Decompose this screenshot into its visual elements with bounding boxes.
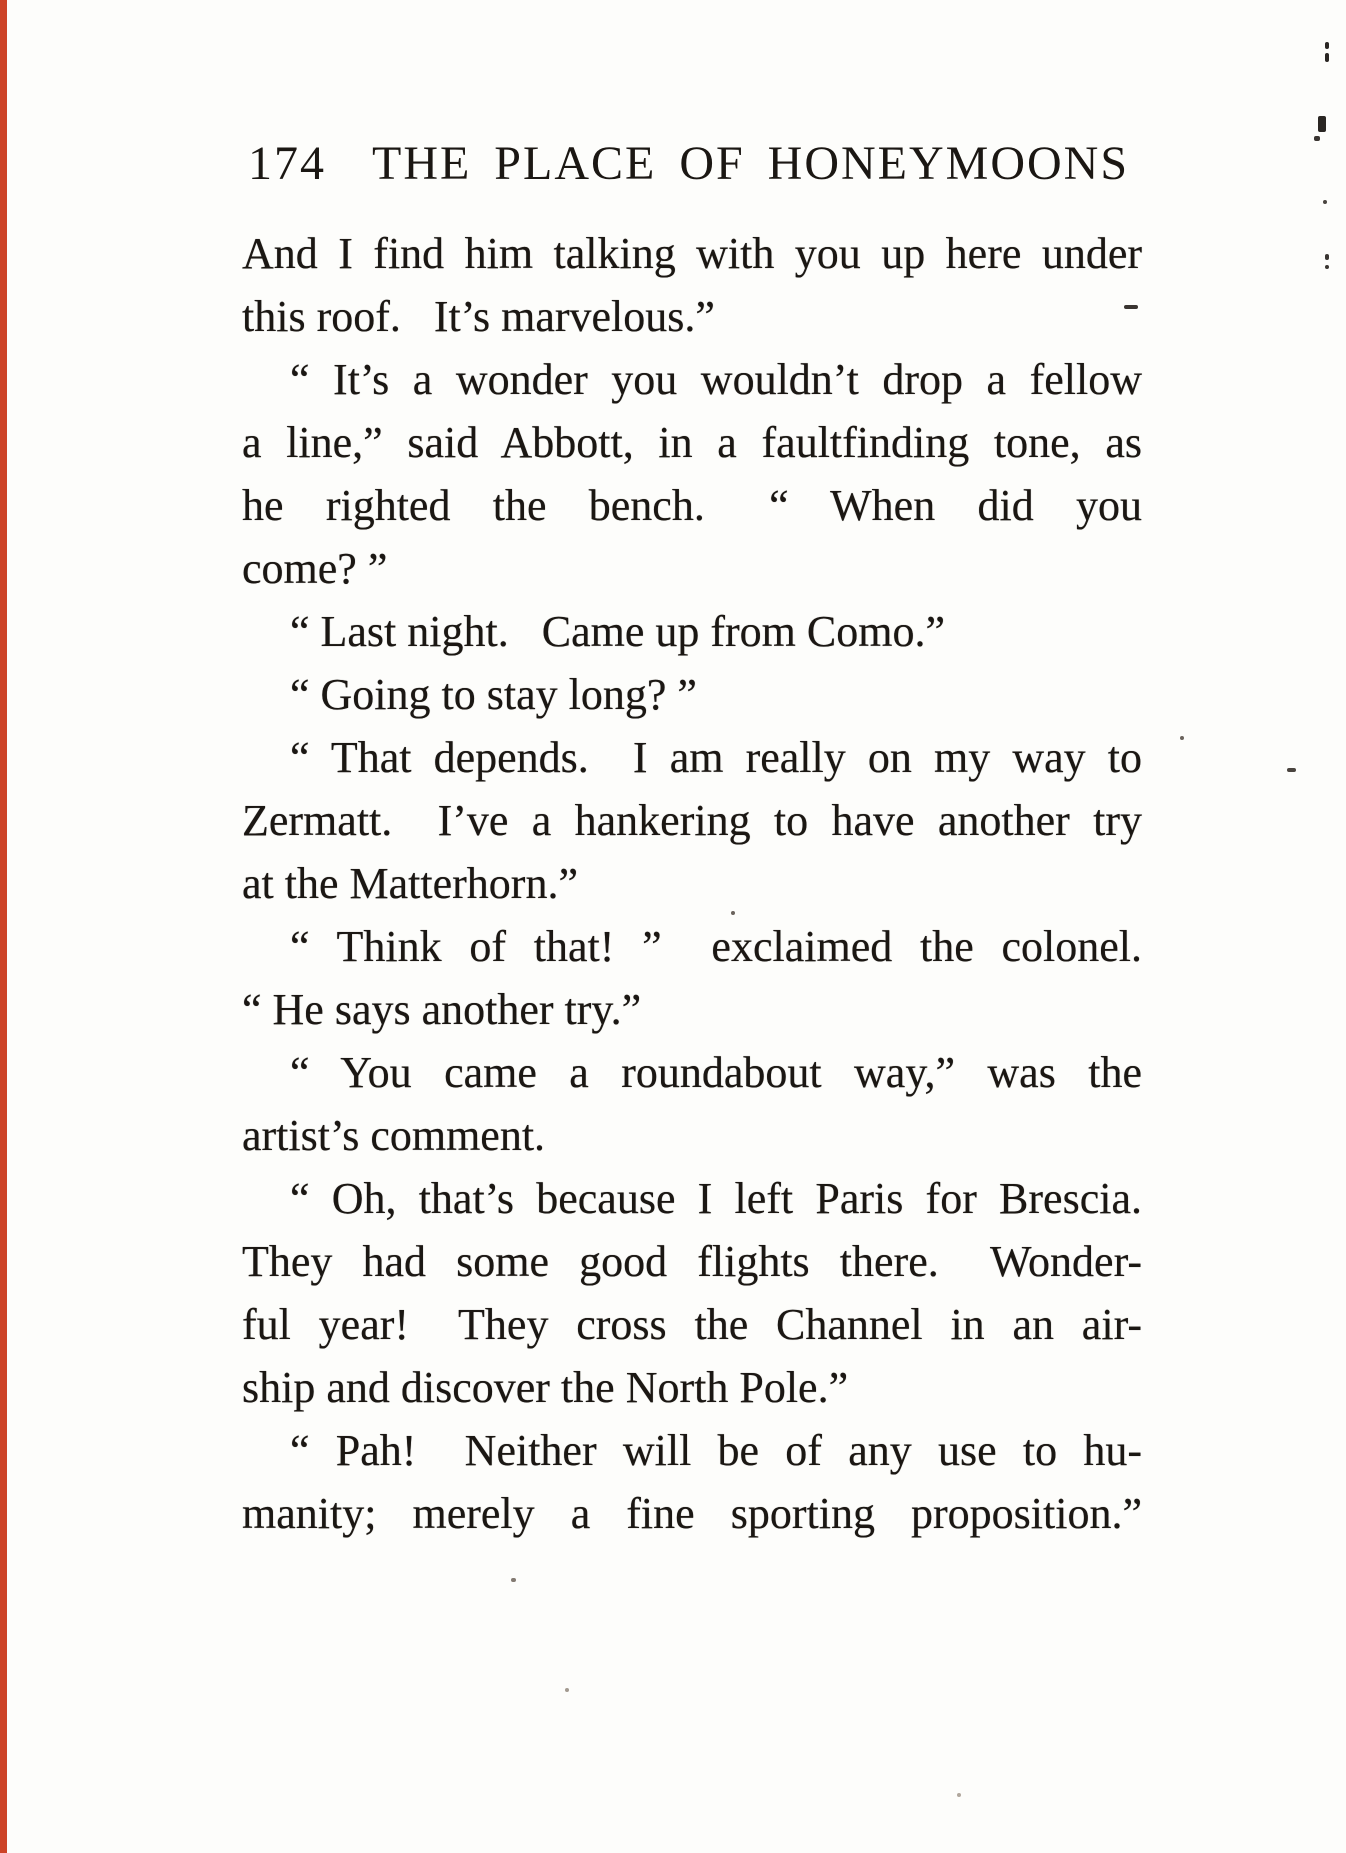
text-line: “ Going to stay long? ” — [290, 670, 697, 719]
scan-speck — [1180, 736, 1184, 740]
scan-edge-strip — [0, 0, 7, 1853]
text-line: “ That depends. I am really on my way to — [290, 733, 1142, 782]
text-line: “ Think of that! ” exclaimed the colonel. — [290, 922, 1142, 971]
text-line: “ Pah! Neither will be of any use to hu- — [290, 1426, 1142, 1475]
text-line: he righted the bench. “ When did you — [242, 481, 1142, 530]
scan-speck — [731, 911, 735, 915]
scan-speck — [1325, 42, 1329, 49]
text-line: And I find him talking with you up here under — [242, 229, 1142, 278]
text-line: a line,” said Abbott, in a faultfinding tone, as — [242, 418, 1142, 467]
text-line: manity; merely a fine sporting proposition.” — [242, 1489, 1142, 1538]
page-number: 174 — [248, 137, 326, 190]
scan-speck — [565, 1688, 569, 1692]
scan-speck — [1287, 768, 1296, 772]
text-line: Zermatt. I’ve a hankering to have another try — [242, 796, 1142, 845]
scan-speck — [957, 1793, 961, 1797]
text-line: “ Last night. Came up from Como.” — [290, 607, 945, 656]
scan-speck — [1323, 200, 1327, 204]
scan-speck — [1325, 53, 1329, 62]
text-line: “ You came a roundabout way,” was the — [290, 1048, 1142, 1097]
text-line: ful year! They cross the Channel in an air- — [242, 1300, 1142, 1349]
scan-speck — [1325, 254, 1329, 260]
text-line: at the Matterhorn.” — [242, 859, 578, 908]
scan-speck — [1124, 305, 1138, 309]
scan-speck — [1314, 136, 1320, 141]
text-line: They had some good flights there. Wonder- — [242, 1237, 1142, 1286]
running-title: THE PLACE OF HONEYMOONS — [372, 137, 1130, 190]
scan-speck — [1325, 265, 1329, 269]
scan-speck — [511, 1578, 516, 1582]
scan-speck — [1318, 116, 1326, 132]
body-text — [242, 222, 1142, 1545]
text-line: come? ” — [242, 544, 388, 593]
text-line: “ Oh, that’s because I left Paris for Brescia. — [290, 1174, 1142, 1223]
text-line: ship and discover the North Pole.” — [242, 1363, 849, 1412]
text-line: “ He says another try.” — [242, 985, 642, 1034]
text-line: “ It’s a wonder you wouldn’t drop a fellow — [290, 355, 1142, 404]
text-line: artist’s comment. — [242, 1111, 546, 1160]
page-header — [0, 138, 1346, 198]
text-line: this roof. It’s marvelous.” — [242, 292, 715, 341]
